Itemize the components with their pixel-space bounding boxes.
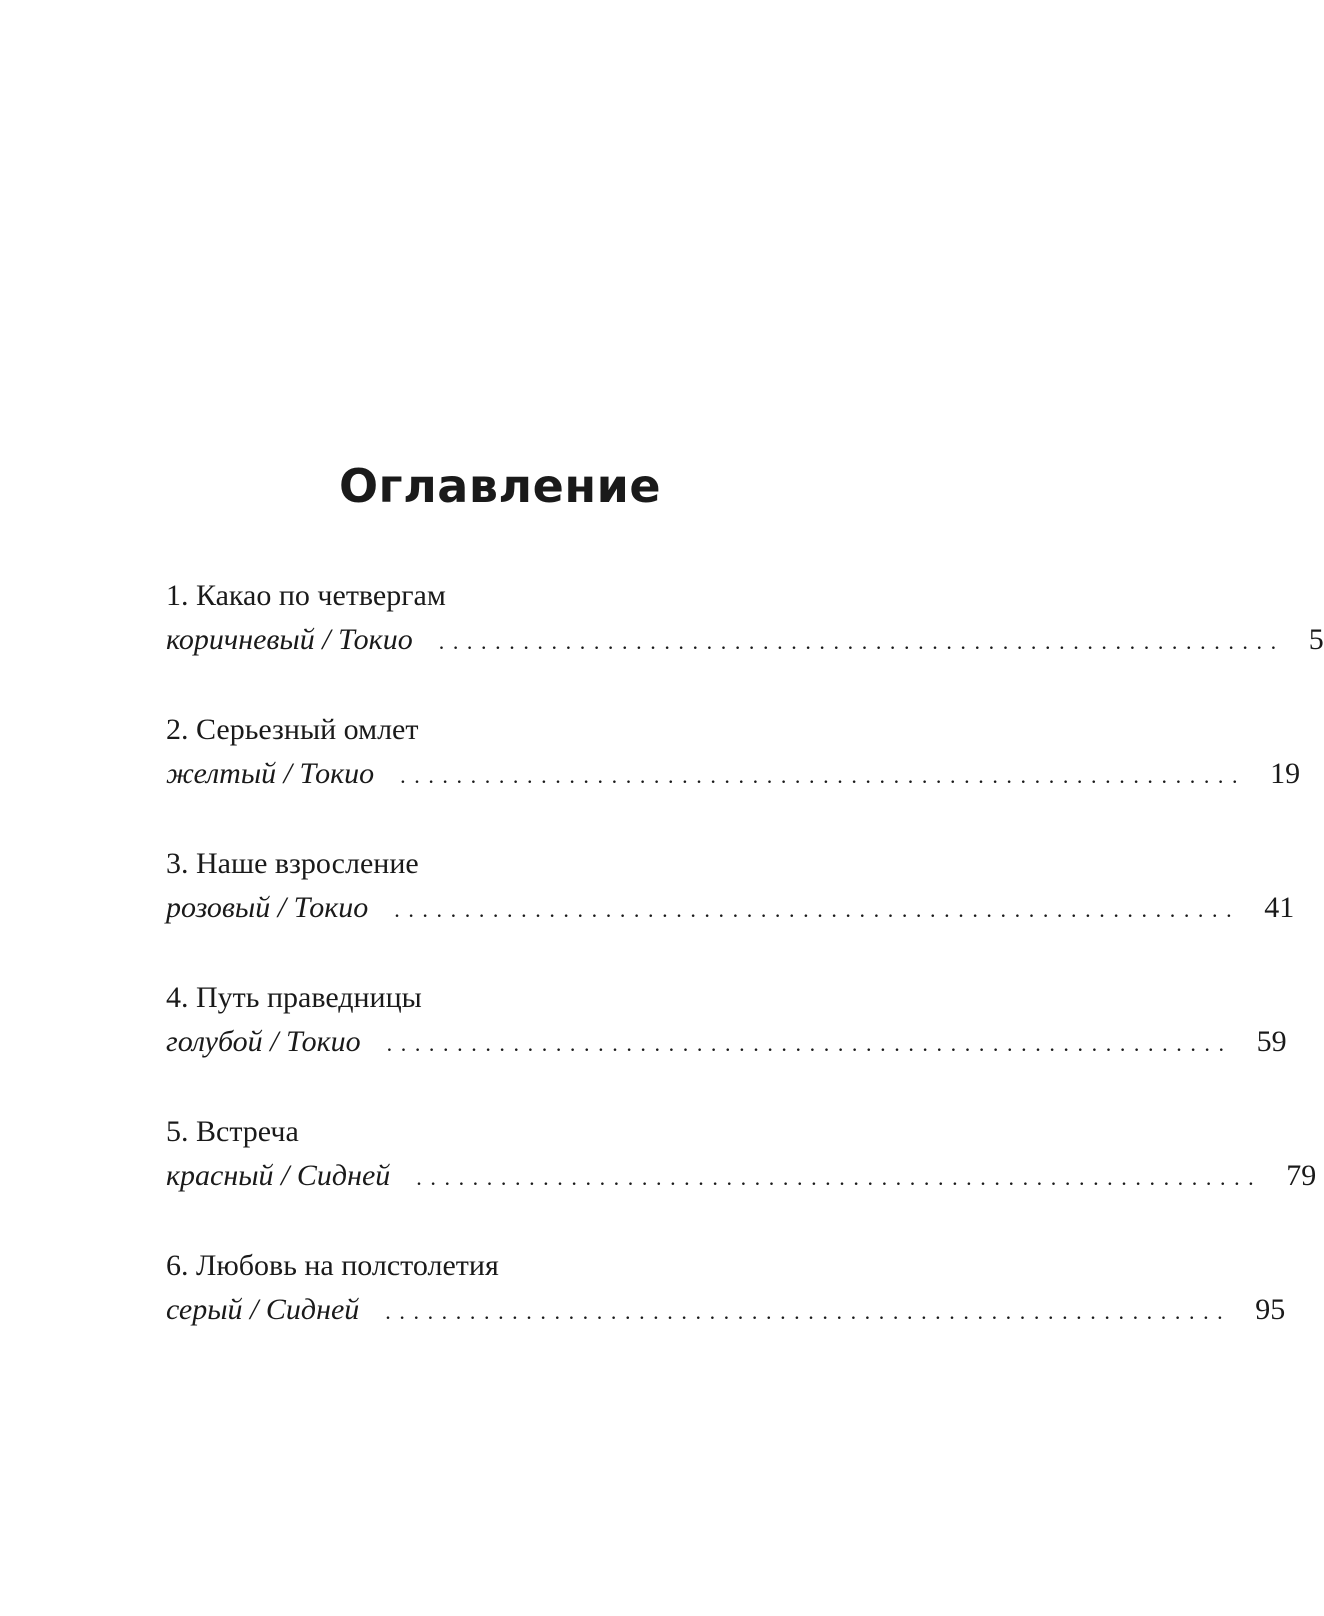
chapter-title: 1. Какао по четвергам: [166, 579, 446, 612]
chapter-subtitle: желтый / Токио: [166, 757, 375, 790]
dot-leader: ............................................................: [400, 763, 1247, 788]
toc-entry: [166, 844, 1295, 978]
chapter-line: [166, 754, 1301, 794]
chapter-subtitle: голубой / Токио: [166, 1025, 361, 1058]
table-of-contents: [166, 576, 1324, 1380]
dot-leader: ............................................................: [385, 1299, 1232, 1324]
chapter-subtitle: розовый / Токио: [166, 891, 369, 924]
page-number: 41: [1264, 891, 1295, 924]
chapter-subtitle: красный / Сидней: [166, 1159, 391, 1192]
toc-entry: [166, 710, 1301, 844]
chapter-title: 4. Путь праведницы: [166, 981, 422, 1014]
chapter-title: 5. Встреча: [166, 1115, 299, 1148]
chapter-subtitle: серый / Сидней: [166, 1293, 360, 1326]
chapter-line: [166, 620, 1324, 660]
chapter-subtitle: коричневый / Токио: [166, 623, 413, 656]
chapter-line: [166, 1156, 1317, 1196]
chapter-line: [166, 1022, 1287, 1062]
chapter-line: [166, 1290, 1286, 1330]
page-number: 79: [1286, 1159, 1317, 1192]
dot-leader: ............................................................: [394, 897, 1241, 922]
toc-entry: [166, 1246, 1286, 1380]
chapter-title: 6. Любовь на полстолетия: [166, 1249, 499, 1282]
page-number: 95: [1255, 1293, 1286, 1326]
page-number: 19: [1270, 757, 1301, 790]
page-number: 5: [1308, 623, 1324, 656]
chapter-title: 2. Серьезный омлет: [166, 713, 419, 746]
dot-leader: ............................................................: [438, 629, 1285, 654]
page-title: Оглавление: [338, 459, 662, 513]
toc-entry: [166, 576, 1324, 710]
chapter-line: [166, 888, 1295, 928]
dot-leader: ............................................................: [386, 1031, 1233, 1056]
toc-entry: [166, 1112, 1317, 1246]
dot-leader: ............................................................: [416, 1165, 1263, 1190]
page-number: 59: [1256, 1025, 1287, 1058]
chapter-title: 3. Наше взросление: [166, 847, 419, 880]
toc-entry: [166, 978, 1287, 1112]
